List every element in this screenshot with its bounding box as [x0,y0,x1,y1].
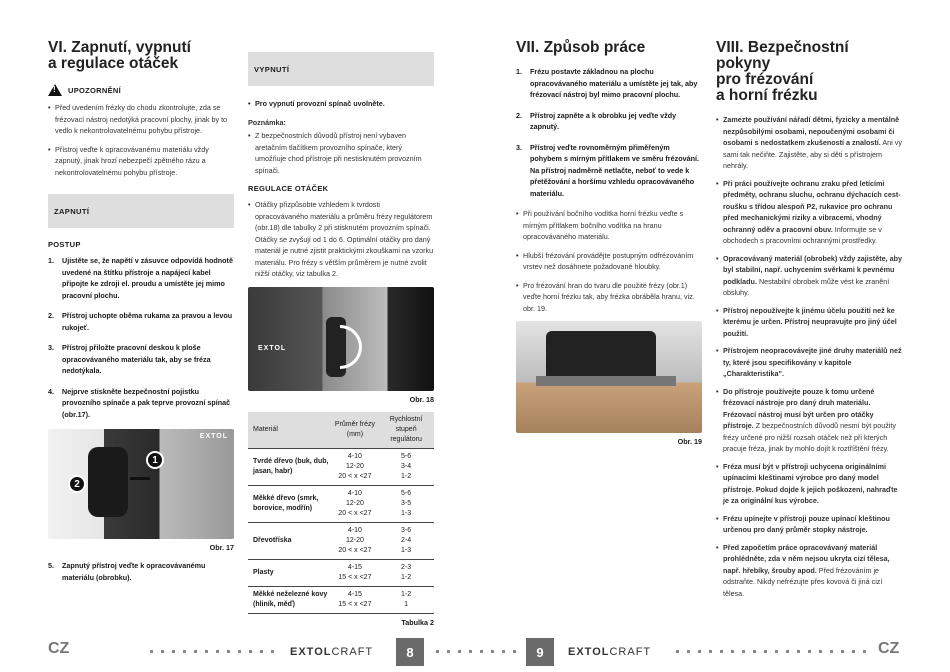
speed-cell: 2-3 1-2 [378,559,434,586]
material-cell: Měkké neželezné kovy (hliník, měď) [248,586,332,613]
page-number-left: 8 [396,638,424,666]
safety-item: • Do přístroje používejte pouze k tomu určené frézovací nástroje pro daný druh materiálu. Frézovací nástroj musí být určen pro otáčky přístroje. Z bezpečnostních důvodů nesmí být použity frézy určené pro nižší rozsah otáček než při kterých pracuje fréza, jinak by mohlo dojít k roztříštění frézy. [716,386,902,455]
procedure-step: 1. Ujistěte se, že napětí v zásuvce odpovídá hodnotě uvedené na štítku přístroje a napájecí kabel připojte ke zdroji el. proudu a umístěte jej mimo pracovní plochu. [48,256,233,300]
safety-item: • Opracovávaný materiál (obrobek) vždy zajistěte, aby byl stabilní, např. uchycením svěrkami k pevnému podkladu. Nestabilní obrobek může vést ke zranění obsluhy. [716,253,902,299]
figure17-brand: EXTOL [199,433,228,440]
table-row [248,586,434,613]
brand-logo-right: EXTOLCRAFT [568,646,652,658]
table-row [248,522,434,559]
safety-item: • Přístroj nepoužívejte k jinému účelu použití než ke kterému je určen. Přístroj neupravujte pro jiný účel použití. [716,305,902,340]
diameter-cell: 4-10 12-20 20 < x <27 [332,485,379,522]
diameter-cell: 4-15 15 < x <27 [332,559,379,586]
page-number-right: 9 [526,638,554,666]
language-code-left: CZ [48,640,70,657]
work-item: • Pro frézování hran do tvaru dle použité frézy (obr.1) veďte horní frézku tak, aby frézka obráběla hranu, viz. obr. 19. [516,280,702,315]
table-row [248,448,434,485]
arrow-icon [130,477,150,480]
work-step: 2. Přístroj zapněte a k obrobku jej veďte vždy zapnutý. [516,110,677,131]
warning-item: • Přístroj veďte k opracovávanému materiálu vždy zapnutý, jinak hrozí nebezpečí zpětného rázu a nekontrolovatelnému pohybu přístroje. [48,144,234,179]
diameter-cell: 4-10 12-20 20 < x <27 [332,448,379,485]
safety-item: • Při práci používejte ochranu zraku před letícími předměty, ochranu sluchu, ochranu dýchacích cest- roušku s třídou alespoň P2, rukavice pro ochranu před mechanickými riziky a vibracemi, vhodný ochranný oděv a pracovní obuv. Informujte se v obchodech s pracovními ochrannými prostředky. [716,178,902,247]
page-footer [0,640,950,664]
note-label: Poznámka: [248,117,286,127]
rotation-arrow-icon [340,325,362,369]
speed-cell: 1-2 1 [378,586,434,613]
section6-title: VI. Zapnutí, vypnutí a regulace otáček [48,39,191,72]
procedure-label: POSTUP [48,240,81,249]
figure17-caption: Obr. 17 [209,543,234,552]
speed-cell: 3-6 2-4 1-3 [378,522,434,559]
table-header: Průměr frézy (mm) [332,412,379,449]
material-cell: Měkké dřevo (smrk, borovice, modřín) [248,485,332,522]
table-header-row [248,412,434,449]
figure18-brand: EXTOL [258,344,287,352]
switch-off-column [248,52,434,635]
speed-cell: 5-6 3-5 1-3 [378,485,434,522]
safety-item: • Přístrojem neopracovávejte jiné druhy materiálů než ty, které jsou specifikovány v kapitole „Charakteristika". [716,345,902,380]
speed-regulation-item: • Otáčky přizpůsobte vzhledem k tvrdosti opracovávaného materiálu a průměru frézy regulátorem (obr.18) dle tabulky 2 při stisknutém provozním spínači. Otáčky se zvyšují od 1 do 6. Optimální otáčky pro daný materiál je nutné zjistit praktickými zkouškami na vzorku materiálu. Pro frézy s větším průměrem je nutné zvolit nižší otáčky, viz tabulka 2. [248,199,434,280]
footer-dots [150,650,280,653]
footer-dots [676,650,866,653]
switch-off-item: • Pro vypnutí provozní spínač uvolněte. [248,98,434,110]
table-row [248,485,434,522]
warning-item: • Před uvedením frézky do chodu zkontrolujte, zda se frézovací nástroj nedotýká pracovní plochy, jinak by to vedlo k nekontrolovatelnému pohybu přístroje. [48,102,234,137]
section7-column [516,40,702,454]
work-item: • Hlubší frézování provádějte postupným odfrézováním vrstev než dosáhnete požadované hloubky. [516,250,702,273]
diameter-cell: 4-15 15 < x <27 [332,586,379,613]
switch-off-bar: VYPNUTÍ [248,52,434,86]
language-code-right: CZ [878,640,900,657]
speed-table [248,412,434,614]
table-caption: Tabulka 2 [401,617,434,627]
note-item: • Z bezpečnostních důvodů přístroj není vybaven aretačním tlačítkem provozního spínače, který umožňuje chod přístroje při nestisknutém provozním spínači. [248,130,434,176]
warning-heading: ! UPOZORNĚNÍ [48,84,234,96]
switch-handle-shape [88,447,128,517]
figure17-image [48,429,234,539]
figure19-image [516,321,702,433]
figure18-image [248,287,434,391]
router-body-shape [546,331,656,381]
speed-regulation-label: REGULACE OTÁČEK [248,184,329,193]
table-header: Rychlostní stupeň regulátoru [378,412,434,449]
switch-on-bar: ZAPNUTÍ [48,194,234,228]
material-cell: Dřevotříska [248,522,332,559]
brand-logo-left: EXTOLCRAFT [290,646,374,658]
work-step: 1. Frézu postavte základnou na plochu opracovávaného materiálu a umístěte jej tak, aby frézovací nástroj byl mimo pracovní plochu. [516,67,698,99]
speed-cell: 5-6 3-4 1-2 [378,448,434,485]
section6-column [48,40,234,592]
table-header: Materiál [248,412,332,449]
callout-badge-1: 1 [146,451,164,469]
table-row [248,559,434,586]
diameter-cell: 4-10 12-20 20 < x <27 [332,522,379,559]
safety-item: • Fréza musí být v přístroji uchycena originálními upínacími kleštinami výrobce pro daný model přístroje. Pokud dojde k jejich poškození, nahraďte je za originální kus výrobce. [716,461,902,507]
footer-dots [436,650,516,653]
work-step: 3. Přístroj veďte rovnoměrným přiměřeným pohybem s mírným přítlakem ve směru frézování. Na přístroj nadměrně netlačte, neboť to vede k přetěžování a horšímu vzhledu opracovávaného materiálu. [516,142,699,198]
safety-item: • Zamezte používání nářadí dětmi, fyzicky a mentálně nezpůsobilými osobami, nepoučenými osobami či osobami s nedostatkem zkušeností a znalostí. Ani vy sami tak nečiňte. Zajistěte, aby si děti s přístrojem nehrály. [716,114,902,172]
work-item: • Při používání bočního vodítka horní frézku veďte s mírným přítlakem bočního vodítka na hranu opracovávaného materiálu. [516,208,702,243]
section8-title: VIII. Bezpečnostní pokyny pro frézování a horní frézku [716,39,849,104]
safety-item: • Před započetím práce opracovávaný materiál prohlédněte, zda v něm nejsou ukryta cizí tělesa, např. hřebíky, šrouby apod. Před frézováním je odstraňte. Nikdy nefrézujte přes kovová či jiná cizí tělesa. [716,542,902,600]
callout-badge-2: 2 [68,475,86,493]
procedure-step: 3. Přístroj přiložte pracovní deskou k ploše opracovávaného materiálu tak, aby se fréza nedotýkala. [48,343,211,375]
material-cell: Tvrdé dřevo (buk, dub, jasan, habr) [248,448,332,485]
section7-title: VII. Způsob práce [516,39,646,56]
figure18-caption: Obr. 18 [409,394,434,404]
safety-item: • Frézu upínejte v přístroji pouze upínací kleštinou určenou pro daný průměr stopky nástroje. [716,513,902,536]
material-cell: Plasty [248,559,332,586]
warning-icon [48,84,62,96]
section8-column [716,40,902,605]
procedure-step: 4. Nejprve stiskněte bezpečnostní pojistku provozního spínače a pak teprve provozní spínač (obr.17). [48,386,231,419]
router-base-shape [536,376,676,386]
procedure-step: 2. Přístroj uchopte oběma rukama za pravou a levou rukojeť. [48,311,233,332]
procedure-step: 5. Zapnutý přístroj veďte k opracovávanému materiálu (obrobku). [48,561,206,582]
figure19-caption: Obr. 19 [677,437,702,446]
